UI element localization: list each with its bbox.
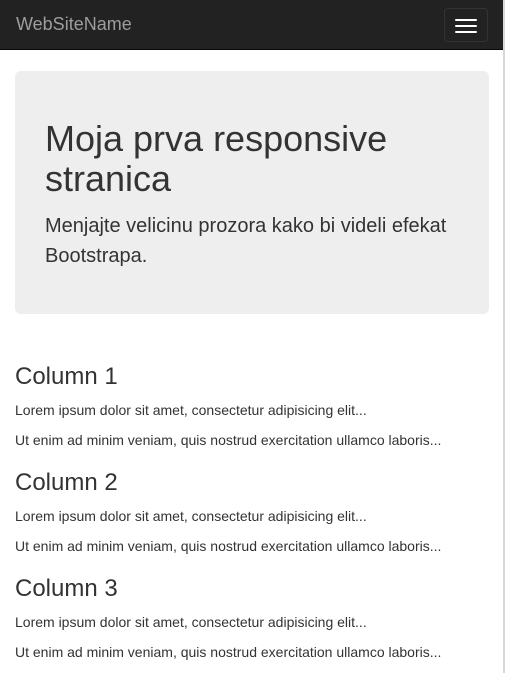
column-text-line: Lorem ipsum dolor sit amet, consectetur adipisicing elit... [15,402,367,418]
column-heading: Column 3 [15,575,118,602]
navbar-brand[interactable]: WebSiteName [16,14,132,34]
icon-bar [455,31,477,33]
column-3 [15,575,489,662]
column-2 [15,469,489,556]
column-text-line: Ut enim ad minim veniam, quis nostrud exercitation ullamco laboris... [15,538,442,554]
icon-bar [455,25,477,27]
column-heading: Column 1 [15,363,118,390]
navbar-toggle-button[interactable] [444,8,488,42]
column-text-line: Ut enim ad minim veniam, quis nostrud exercitation ullamco laboris... [15,644,442,660]
column-text-line: Lorem ipsum dolor sit amet, consectetur adipisicing elit... [15,614,367,630]
navbar [0,0,503,50]
column-heading: Column 2 [15,469,118,496]
jumbotron-title: Moja prva responsive stranica [45,118,388,199]
column-text-line: Ut enim ad minim veniam, quis nostrud exercitation ullamco laboris... [15,432,442,448]
jumbotron-lead: Menjajte velicinu prozora kako bi videli efekat Bootstrapa. [45,215,447,267]
icon-bar [455,19,477,21]
column-text-line: Lorem ipsum dolor sit amet, consectetur adipisicing elit... [15,508,367,524]
jumbotron [15,71,489,314]
column-1 [15,363,489,450]
